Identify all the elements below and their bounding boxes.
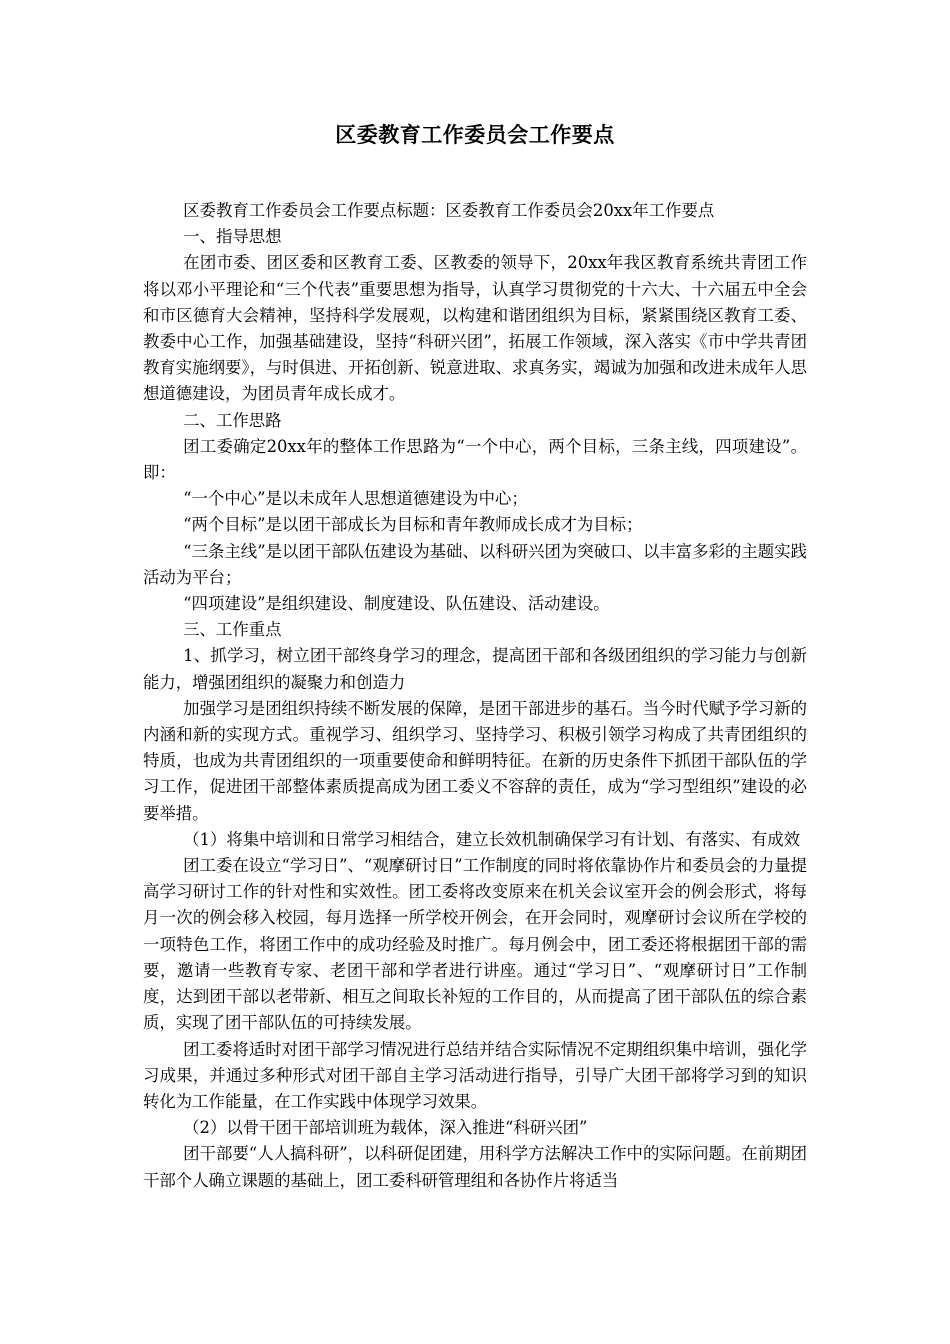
paragraph: 1、抓学习，树立团干部终身学习的理念，提高团干部和各级团组织的学习能力与创新能力，增强团组织的凝聚力和创造力 — [143, 646, 807, 692]
paragraph: 团工委在设立“学习日”、“观摩研讨日”工作制度的同时将依靠协作片和委员会的力量提高学习研讨工作的针对性和实效性。团工委将改变原来在机关会议室开会的例会形式，将每月一次的例会移入校园，每月选择一所学校开例会，在开会同时，观摩研讨会议所在学校的一项特色工作，将团工作中的成功经验及时推广。每月例会中，团工委还将根据团干部的需要，邀请一些教育专家、老团干部和学者进行讲座。通过“学习日”、“观摩研讨日”工作制度，达到团干部以老带新、相互之间取长补短的工作目的，从而提高了团干部队伍的综合素质，实现了团干部队伍的可持续发展。 — [143, 856, 807, 1033]
paragraph: 在团市委、团区委和区教育工委、区教委的领导下，20xx年我区教育系统共青团工作将以邓小平理论和“三个代表”重要思想为指导，认真学习贯彻党的十六大、十六届五中全会和市区德育大会精神，坚持科学发展观，以构建和谐团组织为目标，紧紧围绕区教育工委、教委中心工作，加强基础建设，坚持“科研兴团”，拓展工作领域，深入落实《市中学共青团教育实施纲要》，与时俱进、开拓创新、锐意进取、求真务实，竭诚为加强和改进未成年人思想道德建设，为团员青年成长成才。 — [143, 253, 807, 404]
paragraph: “两个目标”是以团干部成长为目标和青年教师成长成才为目标； — [183, 515, 643, 535]
paragraph: “三条主线”是以团干部队伍建设为基础、以科研兴团为突破口、以丰富多彩的主题实践活动为平台； — [143, 541, 807, 587]
document-body — [143, 198, 807, 1194]
section-heading-work-focus: 三、工作重点 — [183, 620, 282, 640]
section-heading-guiding-ideology: 一、指导思想 — [183, 227, 282, 247]
paragraph: 加强学习是团组织持续不断发展的保障，是团干部进步的基石。当今时代赋予学习新的内涵和新的实现方式。重视学习、组织学习、坚持学习、积极引领学习构成了共青团组织的特质，也成为共青团组织的一项重要使命和鲜明特征。在新的历史条件下抓团干部队伍的学习工作，促进团干部整体素质提高成为团工委义不容辞的责任，成为“学习型组织”建设的必要举措。 — [143, 698, 807, 823]
subsection-heading: （1）将集中培训和日常学习相结合，建立长效机制确保学习有计划、有落实、有成效 — [183, 829, 801, 849]
section-heading-work-approach: 二、工作思路 — [183, 410, 282, 430]
document-title: 区委教育工作委员会工作要点 — [335, 123, 615, 147]
subsection-heading: （2）以骨干团干部培训班为载体，深入推进“科研兴团” — [183, 1118, 588, 1138]
paragraph: 团干部要“人人搞科研”，以科研促团建，用科学方法解决工作中的实际问题。在前期团干部个人确立课题的基础上，团工委科研管理组和各协作片将适当 — [143, 1144, 807, 1190]
paragraph: “一个中心”是以未成年人思想道德建设为中心； — [183, 489, 528, 509]
subtitle-paragraph: 区委教育工作委员会工作要点标题：区委教育工作委员会20xx年工作要点 — [183, 201, 715, 220]
paragraph: 团工委确定20xx年的整体工作思路为“一个中心，两个目标，三条主线，四项建设”。即： — [143, 436, 807, 483]
paragraph: “四项建设”是组织建设、制度建设、队伍建设、活动建设。 — [183, 594, 610, 614]
paragraph: 团工委将适时对团干部学习情况进行总结并结合实际情况不定期组织集中培训，强化学习成果，并通过多种形式对团干部自主学习活动进行指导，引导广大团干部将学习到的知识转化为工作能量，在工作实践中体现学习效果。 — [143, 1039, 807, 1111]
